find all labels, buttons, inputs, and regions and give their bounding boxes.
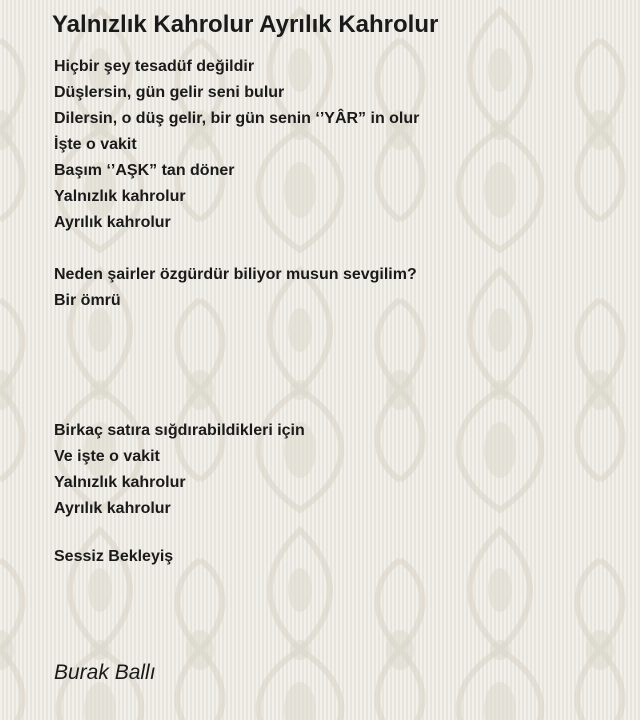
stanza-break: [54, 314, 614, 340]
poem-line: Neden şairler özgürdür biliyor musun sevgilim?: [54, 266, 417, 283]
poem-signature: Sessiz Bekleyiş: [54, 548, 174, 565]
poem-author: Burak Ballı: [54, 661, 156, 684]
stanza-break: [54, 340, 614, 366]
stanza-break: [54, 392, 614, 418]
poem-body: [54, 54, 614, 522]
poem-line: Ayrılık kahrolur: [54, 214, 171, 231]
poem-line: Başım ‘’AŞK” tan döner: [54, 162, 235, 179]
stanza-break: [54, 236, 614, 262]
poem-line: Dilersin, o düş gelir, bir gün senin ‘’YÂR” in olur: [54, 110, 420, 127]
poem-line: Bir ömrü: [54, 292, 121, 309]
poem-line: Ve işte o vakit: [54, 448, 160, 465]
poem-line: Düşlersin, gün gelir seni bulur: [54, 84, 285, 101]
poem-line: Yalnızlık kahrolur: [54, 188, 186, 205]
stanza-break: [54, 366, 614, 392]
poem-line: Yalnızlık kahrolur: [54, 474, 186, 491]
poem-title: Yalnızlık Kahrolur Ayrılık Kahrolur: [52, 11, 439, 38]
poem-line: Hiçbir şey tesadüf değildir: [54, 58, 255, 75]
poem-line: Birkaç satıra sığdırabildikleri için: [54, 422, 305, 439]
poem-line: Ayrılık kahrolur: [54, 500, 171, 517]
poem-line: İşte o vakit: [54, 136, 137, 153]
